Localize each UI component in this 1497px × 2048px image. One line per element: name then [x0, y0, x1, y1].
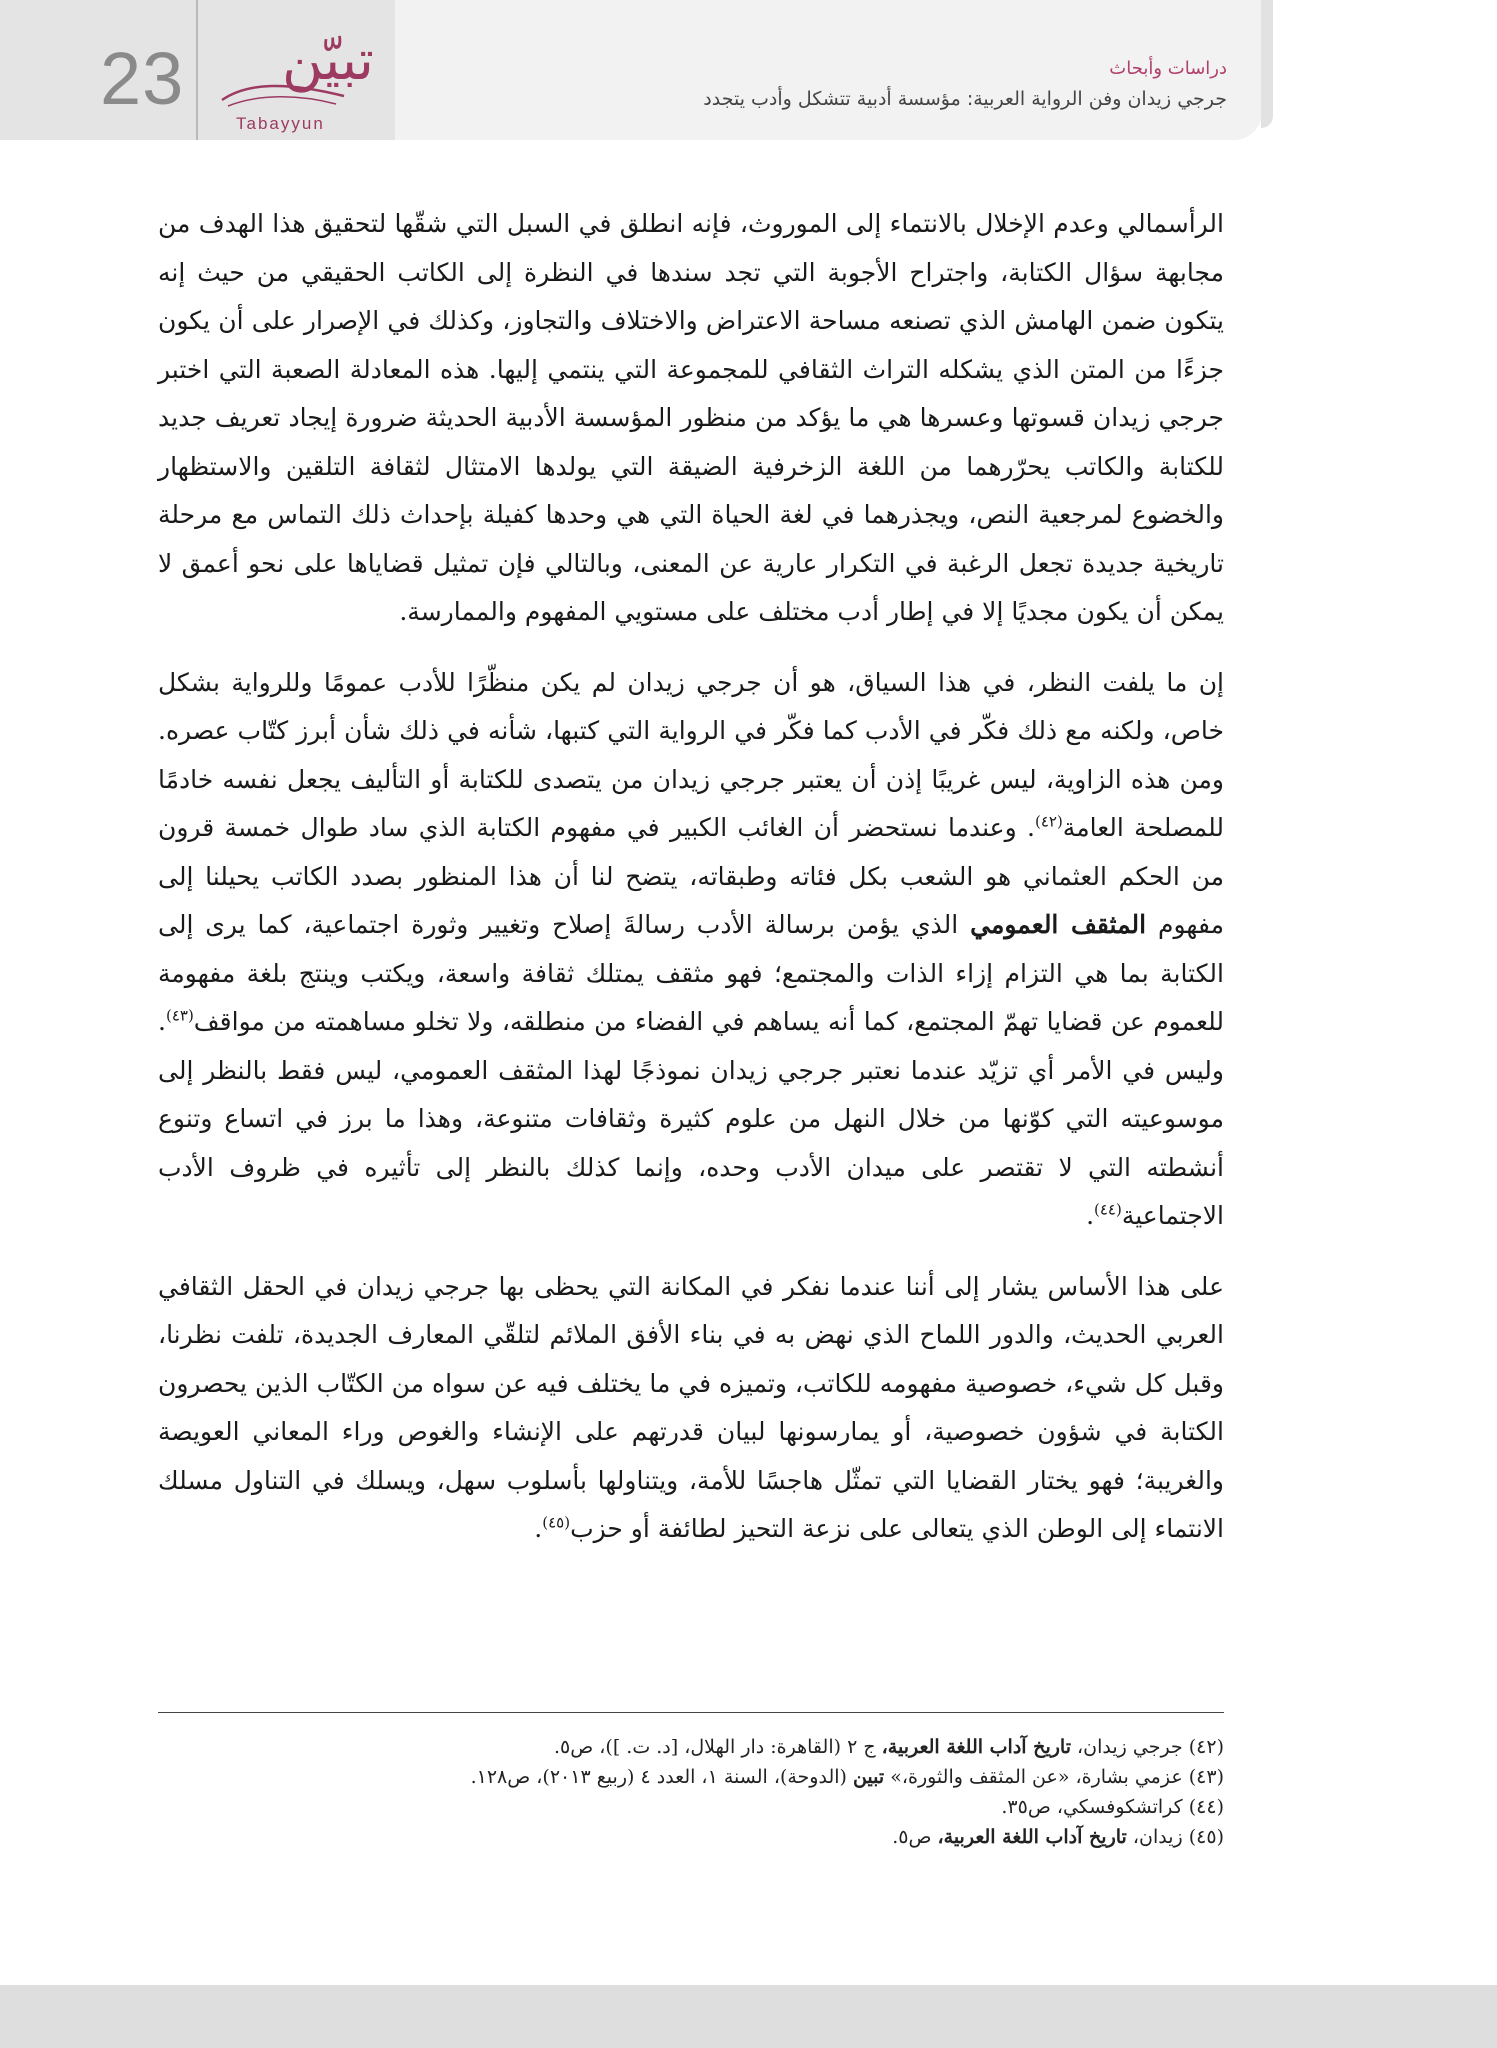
footnote-divider	[158, 1712, 1224, 1713]
footnote-ref[interactable]: (٤٤)	[1094, 1200, 1122, 1219]
page-number: 23	[100, 37, 185, 120]
footnote: (٤٥) زيدان، تاريخ آداب اللغة العربية، ص٥.	[892, 1826, 1224, 1848]
footnote-ref[interactable]: (٤٥)	[542, 1513, 571, 1532]
logo-swash-icon	[218, 78, 348, 118]
page-bottom-bar	[0, 1985, 1497, 2048]
footnotes	[158, 1732, 1224, 1852]
section-label: دراسات وأبحاث	[1109, 58, 1227, 79]
footnote: (٤٣) عزمي بشارة، «عن المثقف والثورة،» تبين (الدوحة)، السنة ١، العدد ٤ (ربيع ٢٠١٣)، ص١٢٨.	[470, 1766, 1224, 1788]
journal-logo	[218, 28, 388, 138]
paragraph: الرأسمالي وعدم الإخلال بالانتماء إلى الموروث، فإنه انطلق في السبل التي شقّها لتحقيق هذا الهدف من مجابهة سؤال الكتابة، واجتراح الأجوبة التي تجد سندها في النظرة إلى الكاتب الحقيقي من حيث إنه يتكون ضمن الهامش الذي تصنعه مساحة الاعتراض والاختلاف والتجاوز، وكذلك في الإصرار على أن يكون جزءًا من المتن الذي يشكله التراث الثقافي للمجموعة التي ينتمي إليها. هذه المعادلة الصعبة التي اختبر جرجي زيدان قسوتها وعسرها هي ما يؤكد من منظور المؤسسة الأدبية الحديثة ضرورة إيجاد تعريف جديد للكتابة والكاتب يحرّرهما من اللغة الزخرفية الضيقة التي يولدها الامتثال لثقافة التلقين والاستظهار والخضوع لمرجعية النص، ويجذرهما في لغة الحياة التي هي وحدها كفيلة بإحداث ذلك التماس مع مرحلة تاريخية جديدة تجعل الرغبة في التكرار عارية عن المعنى، وبالتالي فإن تمثيل قضاياها على نحو أعمق لا يمكن أن يكون مجديًا إلا في إطار أدب مختلف على مستويي المفهوم والممارسة.	[158, 209, 1224, 626]
paragraph: على هذا الأساس يشار إلى أننا عندما نفكر في المكانة التي يحظى بها جرجي زيدان في الحقل الثقافي العربي الحديث، والدور اللماح الذي نهض به في بناء الأفق الملائم لتلقّي المعارف الجديدة، تلفت نظرنا، وقبل كل شيء، خصوصية مفهومه للكاتب، وتميزه في ما يختلف فيه عن سواه من الكتّاب الذين يحصرون الكتابة في شؤون خصوصية، أو يمارسونها لبيان قدرتهم على الإنشاء والغوص وراء المعاني العويصة والغريبة؛ فهو يختار القضايا التي تمثّل هاجسًا للأمة، ويتناولها بأسلوب سهل، ويسلك في التناول مسلك الانتماء إلى الوطن الذي يتعالى على نزعة التحيز لطائفة أو حزب$^{(٤٥)}$.	[158, 1271, 1224, 1543]
footnote-ref[interactable]: (٤٢)	[1034, 812, 1063, 831]
footnote: (٤٢) جرجي زيدان، تاريخ آداب اللغة العربية، ج ٢ (القاهرة: دار الهلال، [د. ت. ])، ص٥.	[554, 1736, 1224, 1758]
footnote: (٤٤) كراتشكوفسكي، ص٣٥.	[1001, 1796, 1224, 1818]
emphasis-term: المثقف العمومي	[970, 910, 1147, 939]
header-edge	[1261, 0, 1273, 128]
logo-arabic: تبيّن	[281, 28, 374, 93]
footnote-ref[interactable]: (٤٣)	[165, 1006, 194, 1025]
logo-latin: Tabayyun	[236, 114, 325, 133]
header-divider	[196, 0, 198, 140]
running-title: جرجي زيدان وفن الرواية العربية: مؤسسة أدبية تتشكل وأدب يتجدد	[703, 88, 1227, 110]
article-body	[158, 200, 1224, 1576]
paragraph: إن ما يلفت النظر، في هذا السياق، هو أن جرجي زيدان لم يكن منظّرًا للأدب عمومًا وللرواية بشكل خاص، ولكنه مع ذلك فكّر في الأدب كما فكّر في الرواية التي كتبها، شأنه في ذلك شأن أبرز كتّاب عصره. ومن هذه الزاوية، ليس غريبًا إذن أن يعتبر جرجي زيدان من يتصدى للكتابة أو التأليف يجعل نفسه خادمًا للمصلحة العامة$^{(٤٢)}$. وعندما نستحضر أن الغائب الكبير في مفهوم الكتابة الذي ساد طوال خمسة قرون من الحكم العثماني هو الشعب بكل فئاته وطبقاته، يتضح لنا أن هذا المنظور بصدد الكاتب يحيلنا إلى مفهوم المثقف العمومي الذي يؤمن برسالة الأدب رسالةَ إصلاح وتغيير وثورة اجتماعية، كما يرى إلى الكتابة بما هي التزام إزاء الذات والمجتمع؛ فهو مثقف يمتلك ثقافة واسعة، ويكتب وينتج بلغة مفهومة للعموم عن قضايا تهمّ المجتمع، كما أنه يساهم في الفضاء من منطلقه، ولا تخلو مساهمته من مواقف$^{(٤٣)}$. وليس في الأمر أي تزيّد عندما نعتبر جرجي زيدان نموذجًا لهذا المثقف العمومي، ليس فقط بالنظر إلى موسوعيته التي كوّنها من خلال النهل من علوم كثيرة وثقافات متنوعة، وهذا ما برز في اتساع وتنوع أنشطته التي لا تقتصر على ميدان الأدب وحده، وإنما كذلك بالنظر إلى تأثيره في ظروف الأدب الاجتماعية$^{(٤٤)}$.	[158, 667, 1225, 1230]
